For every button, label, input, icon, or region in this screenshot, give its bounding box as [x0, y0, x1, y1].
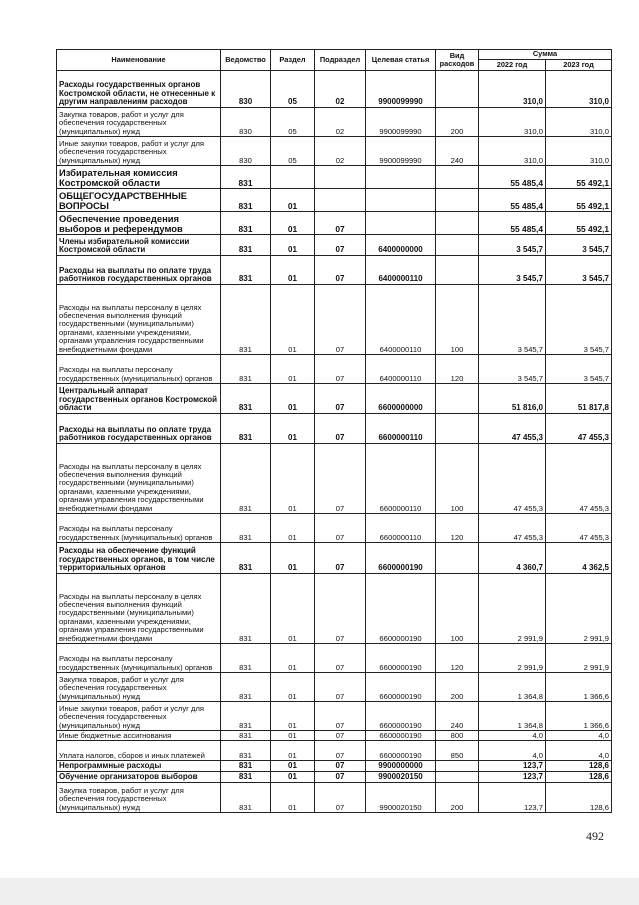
table-row	[57, 166, 612, 189]
table-row	[57, 741, 612, 761]
cell-target: 9900020150	[366, 783, 436, 813]
cell-department: 831	[221, 235, 271, 256]
cell-target: 6600000190	[366, 644, 436, 673]
table-row	[57, 644, 612, 673]
cell-sum-2022: 47 455,3	[479, 514, 546, 543]
cell-sum-2023: 47 455,3	[546, 514, 612, 543]
header-name: Наименование	[57, 50, 221, 71]
header-subsection: Подраздел	[315, 50, 366, 71]
cell-department: 831	[221, 741, 271, 761]
cell-expense-type: 200	[436, 783, 479, 813]
cell-target: 9900099990	[366, 108, 436, 137]
cell-department: 831	[221, 414, 271, 444]
budget-table	[56, 49, 612, 813]
cell-sum-2022: 123,7	[479, 772, 546, 783]
cell-subsection: 07	[315, 644, 366, 673]
cell-department: 831	[221, 355, 271, 384]
cell-section: 05	[271, 71, 315, 108]
table-body	[57, 71, 612, 813]
table-row	[57, 444, 612, 514]
cell-sum-2022: 3 545,7	[479, 235, 546, 256]
cell-expense-type	[436, 543, 479, 574]
cell-sum-2022: 4 360,7	[479, 543, 546, 574]
cell-subsection: 07	[315, 414, 366, 444]
cell-sum-2023: 310,0	[546, 137, 612, 166]
cell-sum-2023: 3 545,7	[546, 355, 612, 384]
cell-target	[366, 189, 436, 212]
cell-sum-2022: 310,0	[479, 108, 546, 137]
cell-sum-2022: 123,7	[479, 761, 546, 772]
cell-target: 6600000190	[366, 731, 436, 741]
cell-name: Уплата налогов, сборов и иных платежей	[57, 741, 221, 761]
cell-sum-2022: 123,7	[479, 783, 546, 813]
cell-target: 6600000110	[366, 444, 436, 514]
cell-section: 01	[271, 235, 315, 256]
cell-sum-2023: 3 545,7	[546, 235, 612, 256]
cell-expense-type	[436, 166, 479, 189]
header-year-2023: 2023 год	[546, 60, 612, 71]
cell-expense-type	[436, 384, 479, 414]
cell-name: Расходы на выплаты персоналу в целях обеспечения выполнения функций государственными (муниципальными) органами, казенными учреждениями, органами управления государственными внебюджетными фондами	[57, 285, 221, 355]
cell-expense-type	[436, 71, 479, 108]
cell-department: 831	[221, 731, 271, 741]
header-department: Ведомство	[221, 50, 271, 71]
cell-sum-2023: 47 455,3	[546, 444, 612, 514]
table-row	[57, 702, 612, 731]
cell-department: 831	[221, 166, 271, 189]
cell-target: 6600000190	[366, 574, 436, 644]
cell-sum-2022: 2 991,9	[479, 574, 546, 644]
cell-department: 831	[221, 189, 271, 212]
cell-name: Расходы на выплаты персоналу государственных (муниципальных) органов	[57, 355, 221, 384]
cell-name: ОБЩЕГОСУДАРСТВЕННЫЕ ВОПРОСЫ	[57, 189, 221, 212]
cell-subsection: 07	[315, 741, 366, 761]
table-row	[57, 71, 612, 108]
cell-subsection: 07	[315, 761, 366, 772]
cell-section: 01	[271, 514, 315, 543]
table-row	[57, 235, 612, 256]
cell-department: 830	[221, 71, 271, 108]
cell-subsection: 07	[315, 702, 366, 731]
cell-name: Расходы на выплаты персоналу государственных (муниципальных) органов	[57, 514, 221, 543]
cell-name: Избирательная комиссия Костромской области	[57, 166, 221, 189]
cell-subsection: 07	[315, 355, 366, 384]
cell-subsection: 07	[315, 444, 366, 514]
cell-expense-type: 100	[436, 574, 479, 644]
cell-sum-2023: 3 545,7	[546, 285, 612, 355]
cell-expense-type	[436, 235, 479, 256]
cell-name: Закупка товаров, работ и услуг для обеспечения государственных (муниципальных) нужд	[57, 108, 221, 137]
cell-sum-2022: 4,0	[479, 731, 546, 741]
cell-sum-2023: 310,0	[546, 108, 612, 137]
cell-subsection: 02	[315, 71, 366, 108]
cell-expense-type: 120	[436, 644, 479, 673]
table-row	[57, 285, 612, 355]
cell-department: 831	[221, 384, 271, 414]
cell-name: Центральный аппарат государственных органов Костромской области	[57, 384, 221, 414]
cell-expense-type: 120	[436, 514, 479, 543]
cell-subsection: 07	[315, 673, 366, 702]
cell-name: Расходы на выплаты персоналу в целях обеспечения выполнения функций государственными (муниципальными) органами, казенными учреждениями, органами управления государственными внебюджетными фондами	[57, 574, 221, 644]
cell-subsection: 07	[315, 235, 366, 256]
cell-sum-2023: 55 492,1	[546, 212, 612, 235]
header-expense-type: Вид расходов	[436, 50, 479, 71]
cell-name: Расходы на выплаты персоналу государственных (муниципальных) органов	[57, 644, 221, 673]
cell-expense-type: 200	[436, 673, 479, 702]
table-row	[57, 514, 612, 543]
cell-department: 830	[221, 108, 271, 137]
cell-sum-2023: 4,0	[546, 741, 612, 761]
cell-sum-2023: 55 492,1	[546, 166, 612, 189]
cell-name: Закупка товаров, работ и услуг для обеспечения государственных (муниципальных) нужд	[57, 783, 221, 813]
document-page	[56, 49, 611, 813]
cell-subsection: 07	[315, 212, 366, 235]
cell-section: 01	[271, 355, 315, 384]
cell-sum-2023: 2 991,9	[546, 574, 612, 644]
cell-target: 6400000000	[366, 235, 436, 256]
cell-department: 831	[221, 444, 271, 514]
cell-subsection	[315, 166, 366, 189]
cell-name: Члены избирательной комиссии Костромской области	[57, 235, 221, 256]
cell-target: 6600000110	[366, 414, 436, 444]
cell-expense-type: 120	[436, 355, 479, 384]
cell-name: Иные закупки товаров, работ и услуг для обеспечения государственных (муниципальных) нужд	[57, 702, 221, 731]
cell-section: 01	[271, 256, 315, 285]
cell-sum-2022: 55 485,4	[479, 212, 546, 235]
cell-target: 6400000110	[366, 355, 436, 384]
cell-name: Закупка товаров, работ и услуг для обеспечения государственных (муниципальных) нужд	[57, 673, 221, 702]
cell-section: 01	[271, 741, 315, 761]
cell-expense-type	[436, 761, 479, 772]
scanner-edge	[0, 878, 639, 905]
table-row	[57, 543, 612, 574]
cell-sum-2022: 310,0	[479, 71, 546, 108]
cell-subsection: 07	[315, 285, 366, 355]
cell-target: 6600000190	[366, 741, 436, 761]
cell-expense-type: 240	[436, 137, 479, 166]
header-year-2022: 2022 год	[479, 60, 546, 71]
cell-sum-2022: 51 816,0	[479, 384, 546, 414]
cell-department: 831	[221, 256, 271, 285]
table-row	[57, 673, 612, 702]
cell-section: 01	[271, 212, 315, 235]
table-row	[57, 256, 612, 285]
cell-expense-type: 240	[436, 702, 479, 731]
cell-target	[366, 212, 436, 235]
cell-sum-2022: 2 991,9	[479, 644, 546, 673]
table-row	[57, 783, 612, 813]
cell-department: 831	[221, 702, 271, 731]
cell-name: Расходы на обеспечение функций государственных органов, в том числе территориальных органов	[57, 543, 221, 574]
cell-expense-type: 100	[436, 285, 479, 355]
cell-subsection: 07	[315, 574, 366, 644]
cell-expense-type: 850	[436, 741, 479, 761]
cell-sum-2022: 1 364,8	[479, 702, 546, 731]
cell-sum-2022: 55 485,4	[479, 189, 546, 212]
cell-target: 6400000110	[366, 285, 436, 355]
cell-expense-type: 800	[436, 731, 479, 741]
cell-sum-2023: 47 455,3	[546, 414, 612, 444]
cell-expense-type: 100	[436, 444, 479, 514]
cell-expense-type	[436, 212, 479, 235]
cell-sum-2023: 3 545,7	[546, 256, 612, 285]
cell-section: 01	[271, 414, 315, 444]
cell-section: 01	[271, 731, 315, 741]
cell-sum-2023: 310,0	[546, 71, 612, 108]
table-row	[57, 772, 612, 783]
cell-subsection: 07	[315, 772, 366, 783]
cell-section: 01	[271, 783, 315, 813]
cell-section	[271, 166, 315, 189]
cell-expense-type	[436, 414, 479, 444]
cell-section: 05	[271, 137, 315, 166]
table-row	[57, 108, 612, 137]
table-row	[57, 574, 612, 644]
table-row	[57, 414, 612, 444]
cell-sum-2023: 4 362,5	[546, 543, 612, 574]
cell-expense-type	[436, 772, 479, 783]
cell-department: 831	[221, 783, 271, 813]
cell-expense-type	[436, 189, 479, 212]
cell-name: Обеспечение проведения выборов и референдумов	[57, 212, 221, 235]
table-row	[57, 731, 612, 741]
cell-section: 01	[271, 673, 315, 702]
cell-sum-2023: 55 492,1	[546, 189, 612, 212]
cell-target: 9900099990	[366, 137, 436, 166]
cell-subsection: 07	[315, 731, 366, 741]
cell-name: Обучение организаторов выборов	[57, 772, 221, 783]
table-row	[57, 384, 612, 414]
cell-section: 01	[271, 384, 315, 414]
cell-section: 01	[271, 444, 315, 514]
cell-section: 01	[271, 543, 315, 574]
cell-sum-2022: 47 455,3	[479, 444, 546, 514]
cell-sum-2023: 4,0	[546, 731, 612, 741]
cell-department: 831	[221, 574, 271, 644]
cell-target: 6600000190	[366, 543, 436, 574]
cell-name: Расходы на выплаты персоналу в целях обеспечения выполнения функций государственными (муниципальными) органами, казенными учреждениями, органами управления государственными внебюджетными фондами	[57, 444, 221, 514]
cell-department: 831	[221, 212, 271, 235]
cell-name: Расходы на выплаты по оплате труда работников государственных органов	[57, 414, 221, 444]
cell-department: 830	[221, 137, 271, 166]
cell-expense-type	[436, 256, 479, 285]
cell-sum-2023: 128,6	[546, 772, 612, 783]
table-header	[57, 50, 612, 71]
table-row	[57, 137, 612, 166]
cell-department: 831	[221, 761, 271, 772]
cell-sum-2022: 310,0	[479, 137, 546, 166]
cell-subsection: 02	[315, 137, 366, 166]
cell-section: 01	[271, 574, 315, 644]
cell-target: 6600000190	[366, 673, 436, 702]
cell-section: 05	[271, 108, 315, 137]
cell-target: 6400000110	[366, 256, 436, 285]
cell-department: 831	[221, 543, 271, 574]
header-sum: Сумма	[479, 50, 612, 60]
cell-sum-2022: 1 364,8	[479, 673, 546, 702]
cell-section: 01	[271, 702, 315, 731]
cell-section: 01	[271, 644, 315, 673]
header-section: Раздел	[271, 50, 315, 71]
cell-name: Расходы на выплаты по оплате труда работников государственных органов	[57, 256, 221, 285]
table-row	[57, 212, 612, 235]
table-row	[57, 761, 612, 772]
cell-department: 831	[221, 514, 271, 543]
page-number: 492	[586, 829, 604, 843]
cell-department: 831	[221, 644, 271, 673]
cell-department: 831	[221, 772, 271, 783]
cell-subsection: 07	[315, 543, 366, 574]
cell-target: 9900099990	[366, 71, 436, 108]
cell-name: Иные бюджетные ассигнования	[57, 731, 221, 741]
cell-name: Расходы государственных органов Костромской области, не отнесенные к другим направлениям расходов	[57, 71, 221, 108]
cell-name: Иные закупки товаров, работ и услуг для обеспечения государственных (муниципальных) нужд	[57, 137, 221, 166]
cell-sum-2023: 128,6	[546, 783, 612, 813]
cell-sum-2022: 3 545,7	[479, 256, 546, 285]
cell-department: 831	[221, 673, 271, 702]
table-row	[57, 355, 612, 384]
cell-subsection: 07	[315, 384, 366, 414]
cell-subsection	[315, 189, 366, 212]
table-row	[57, 189, 612, 212]
cell-department: 831	[221, 285, 271, 355]
cell-section: 01	[271, 772, 315, 783]
cell-sum-2023: 2 991,9	[546, 644, 612, 673]
cell-sum-2023: 51 817,8	[546, 384, 612, 414]
cell-sum-2022: 47 455,3	[479, 414, 546, 444]
cell-section: 01	[271, 189, 315, 212]
cell-sum-2022: 4,0	[479, 741, 546, 761]
cell-sum-2022: 55 485,4	[479, 166, 546, 189]
cell-section: 01	[271, 285, 315, 355]
cell-target: 6600000190	[366, 702, 436, 731]
cell-target: 9900000000	[366, 761, 436, 772]
cell-sum-2022: 3 545,7	[479, 355, 546, 384]
header-target: Целевая статья	[366, 50, 436, 71]
cell-target: 6600000000	[366, 384, 436, 414]
cell-target: 6600000110	[366, 514, 436, 543]
cell-name: Непрограммные расходы	[57, 761, 221, 772]
cell-sum-2022: 3 545,7	[479, 285, 546, 355]
cell-subsection: 07	[315, 514, 366, 543]
cell-subsection: 07	[315, 783, 366, 813]
cell-subsection: 07	[315, 256, 366, 285]
cell-sum-2023: 1 366,6	[546, 702, 612, 731]
cell-sum-2023: 1 366,6	[546, 673, 612, 702]
cell-sum-2023: 128,6	[546, 761, 612, 772]
cell-target: 9900020150	[366, 772, 436, 783]
cell-target	[366, 166, 436, 189]
cell-section: 01	[271, 761, 315, 772]
cell-expense-type: 200	[436, 108, 479, 137]
cell-subsection: 02	[315, 108, 366, 137]
